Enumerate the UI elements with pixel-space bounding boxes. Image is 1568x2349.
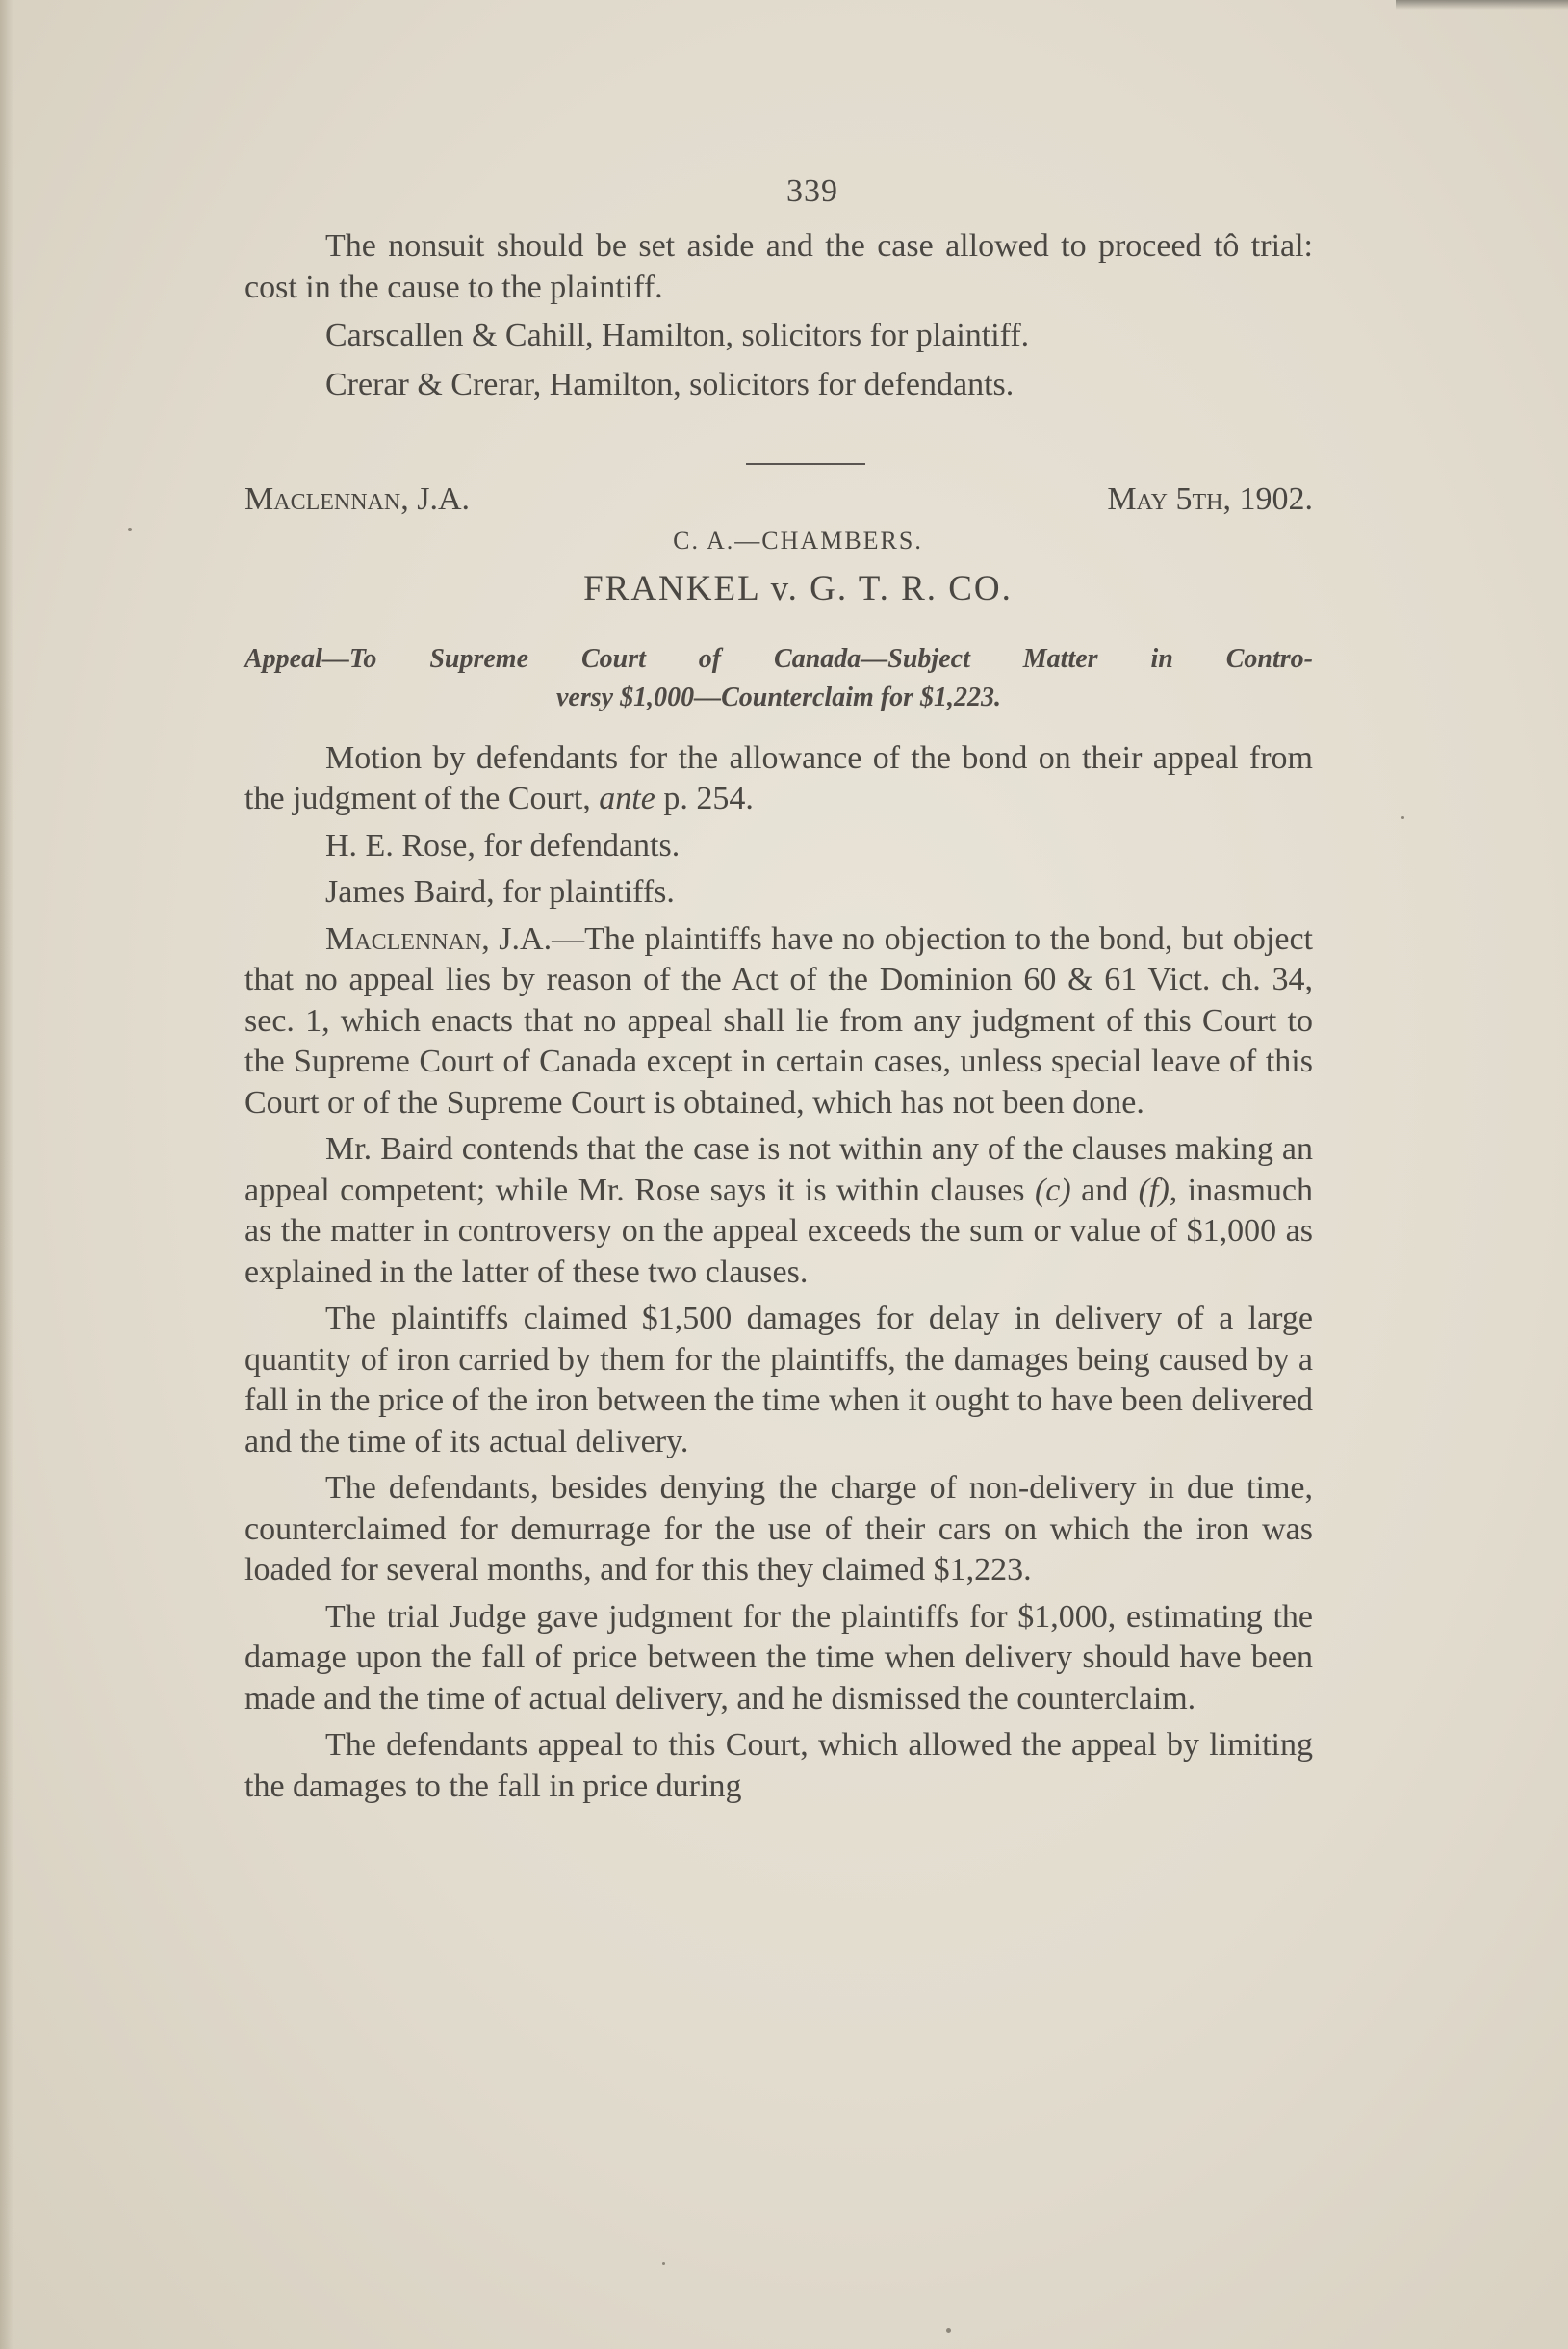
page-binding-shadow (0, 0, 13, 2349)
paper-speck (662, 2262, 665, 2265)
court-designation: C. A.—CHAMBERS. (673, 526, 923, 555)
judgment-paragraph-3: The plaintiffs claimed $1,500 damages for delay in delivery of a large quantity of iron carried by them for the plaintiffs, the damages being caused by a fall in the price of the iron between the time when it ought to have been delivered and the time of its actual delivery. (244, 1301, 1313, 1459)
headnote-line-2: versy $1,000—Counterclaim for $1,223. (556, 682, 1001, 712)
judgment-paragraph-2-text-b: and (1070, 1172, 1139, 1208)
paper-speck (946, 2328, 951, 2333)
paper-speck (1401, 816, 1404, 819)
judgment-paragraph-5: The trial Judge gave judgment for the plaintiffs for $1,000, estimating the damage upon the fall of price between the time when delivery should have been made and the time of actual delivery, and he dismissed the counterclaim. (244, 1598, 1313, 1717)
judgment-paragraph-1 (244, 919, 1313, 1124)
headnote (244, 640, 1313, 717)
judgment-paragraph-4: The defendants, besides denying the charge of non-delivery in due time, counterclaimed for demurrage for the use of their cars on which the iron was loaded for several months, and for this they claimed $1,223. (244, 1470, 1313, 1588)
clause-c: (c) (1034, 1172, 1071, 1208)
judgment-paragraph-2-text-c: , inasmuch as the matter in controversy on the appeal exceeds the sum or value of $1,000 as explained in the latter of these two clauses. (244, 1172, 1313, 1290)
case-title: FRANKEL v. G. T. R. CO. (583, 568, 1013, 608)
clause-f: (f) (1138, 1172, 1170, 1208)
plaintiff-solicitors: Carscallen & Cahill, Hamilton, solicitors for plaintiff. (325, 318, 1030, 353)
judgment-paragraph-2-text-a: Mr. Baird contends that the case is not within any of the clauses making an appeal competent; while Mr. Rose says it is within clauses (244, 1131, 1313, 1208)
counsel-defendants: H. E. Rose, for defendants. (325, 827, 681, 864)
section-divider (746, 463, 865, 465)
motion-paragraph (244, 738, 1313, 820)
page-top-edge (1396, 0, 1568, 10)
judgment-judge-name: Maclennan, J.A. (325, 920, 553, 957)
judge-date-line (244, 479, 1313, 521)
headnote-line-1: Appeal—To Supreme Court of Canada—Subject Matter in Contro- (244, 643, 1313, 674)
counsel-plaintiffs: James Baird, for plaintiffs. (325, 874, 675, 910)
judgment-opening-text: —The plaintiffs have no objection to the bond, but object that no appeal lies by reason of the Act of the Dominion 60 & 61 Vict. ch. 34, sec. 1, which enacts that no appeal shall lie from any judgment of this Court to the Supreme Court of Canada except in certain cases, unless special leave of this Court or of the Supreme Court is obtained, which has not been done. (244, 920, 1313, 1121)
nonsuit-paragraph: The nonsuit should be set aside and the case allowed to proceed tô trial: cost in the cause to the plaintiff. (244, 228, 1313, 305)
decision-date: May 5th, 1902. (1107, 481, 1313, 517)
judgment-paragraph-2 (244, 1129, 1313, 1293)
motion-citation-ante: ante (599, 781, 655, 816)
motion-citation-page: p. 254. (655, 781, 754, 816)
paper-speck (128, 528, 132, 531)
judgment-paragraph-6: The defendants appeal to this Court, which allowed the appeal by limiting the damages to the fall in price during (244, 1727, 1313, 1804)
page-number: 339 (786, 173, 838, 209)
motion-text: Motion by defendants for the allowance of the bond on their appeal from the judgment of the Court, (244, 739, 1313, 816)
defendant-solicitors: Crerar & Crerar, Hamilton, solicitors for defendants. (325, 366, 1015, 402)
page-text (244, 168, 1313, 1807)
judge-name: Maclennan, J.A. (244, 481, 471, 517)
